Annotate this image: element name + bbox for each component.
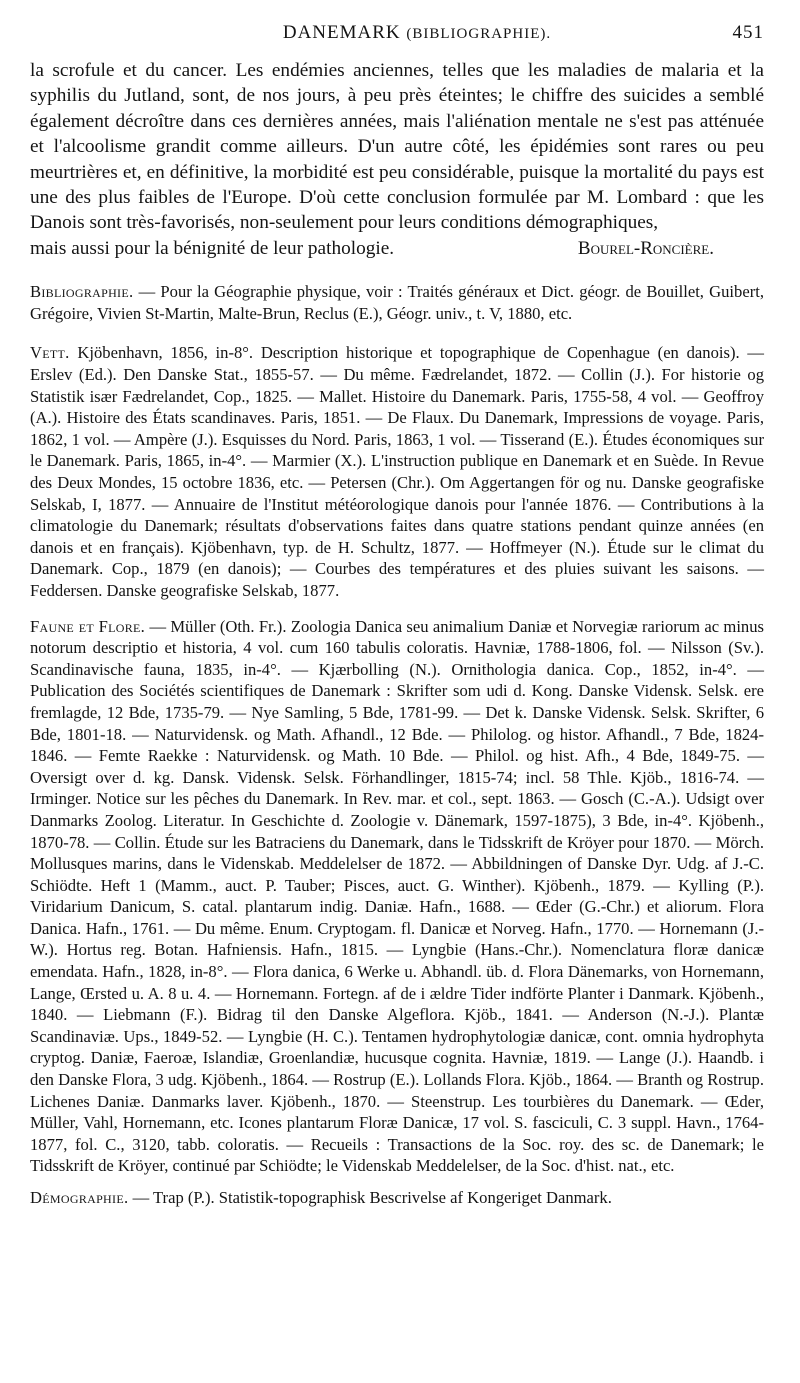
section-label: Démographie. <box>30 1188 129 1207</box>
section-label: Bibliographie. <box>30 282 134 302</box>
page-number: 451 <box>732 22 764 43</box>
running-header <box>30 22 764 52</box>
lead-paragraph <box>30 58 764 261</box>
section-faune-flore <box>30 616 764 1177</box>
lead-text: la scrofule et du cancer. Les endémies anciennes, telles que les maladies de malaria et la syphilis du Jutland, sont, de nos jours, à peu près éteintes; le chiffre des suicides a semblé également décroître dans ces dernières années, mais l'aliénation mentale ne s'est pas atténuée et l'alcoolisme grandit comme ailleurs. D'un autre côté, les épidémies sont rares ou peu meurtrières et, en définitive, la morbidité est peu considérable, puisque la mortalité du pays est une des plus faibles de l'Europe. D'où cette conclusion formulée par M. Lombard : que les Danois sont très-favorisés, non-seulement pour leurs conditions démographiques, <box>30 60 764 234</box>
header-title <box>283 22 551 44</box>
section-bibliographie <box>30 281 764 324</box>
section-text: — Müller (Oth. Fr.). Zoologia Danica seu animalium Daniæ et Norvegiæ rariorum ac minus notorum descriptio et historia, 4 vol. cum 160 tabulis coloratis. Havniæ, 1788-1806, fol. — Nilsson (Sv.). Scandinavische fauna, 1835, in-4°. — Kjærbolling (N.). Ornithologia danica. Cop., 1852, in-4°. — Publication des Sociétés scientifiques de Danemark : Skrifter som udi d. Kong. Danske Vidensk. Selsk. ere fremlagde, 12 Bde, 1735-79. — Nye Samling, 5 Bde, 1781-99. — Det k. Danske Vidensk. Selsk. Skrifter, 6 Bde, 1801-18. — Naturvidensk. og Math. Afhandl., 12 Bde. — Philolog. og histor. Afhandl., 7 Bde, 1824-1846. — Femte Raekke : Naturvidensk. og Math. 10 Bde. — Philol. og hist. Afh., 4 Bde, 1849-75. — Oversigt over d. kg. Dansk. Vidensk. Selsk. Förhandlinger, 1815-74; incl. 58 Thle. Kjöb., 1816-74. — Irminger. Notice sur les pêches du Danemark. In Rev. mar. et col., sept. 1863. — Gosch (C.-A.). Udsigt over Danmarks Zoolog. Literatur. In Geschichte d. Zoologie v. Dänemark, 1597-1875), 3 Bde, in-4°. Kjöbenh., 1870-78. — Collin. Étude sur les Batraciens du Danemark, dans le Tidsskrift de Kröyer pour 1870. — Mörch. Mollusques marins, dans le Videnskab. Meddelelser de 1872. — Abbildningen of Danske Dyr. Udg. af J.-C. Schiödte. Heft 1 (Mamm., auct. P. Tauber; Pisces, auct. G. Winther). Kjöbenh., 1879. — Kylling (P.). Viridarium Danicum, S. catal. plantarum indig. Daniæ. Hafn., 1688. — Œder (G.-Chr.) et aliorum. Flora Danica. Hafn., 1761. — Du même. Enum. Cryptogam. fl. Danicæ et Norveg. Hafn., 1770. — Hornemann (J.-W.). Hortus reg. Botan. Hafniensis. Hafn., 1815. — Lyngbie (Hans.-Chr.). Nomenclatura floræ danicæ emendata. Hafn., 1828, in-8°. — Flora danica, 6 Werke u. Abhandl. üb. d. Flora Dänemarks, von Hornemann, Lange, Œrsted u. A. 8 u. 4. — Hornemann. Fortegn. af de i ældre Tider indförte Planter i Danmark. Kjöbenh., 1840. — Liebmann (F.). Bidrag til den Danske Algeflora. Kjöb., 1841. — Anderson (N.-J.). Plantæ Scandinaviæ. Ups., 1849-52. — Lyngbie (H. C.). Tentamen hydrophytologiæ danicæ, cont. omnia hydrophyta cryptog. Daniæ, Faeroæ, Islandiæ, Groenlandiæ, hucusque cognita. Havniæ, 1819. — Lange (J.). Haandb. i den Danske Flora, 3 udg. Kjöbenh., 1864. — Rostrup (E.). Lollands Flora. Kjöb., 1864. — Branth og Rostrup. Lichenes Daniæ. Danmarks laver. Kjöbenh., 1870. — Steenstrup. Les tourbières du Danemark. — Œder, Müller, Vahl, Hornemann, etc. Icones plantarum Floræ Danicæ, 17 vol. S. fasciculi, C. 3 suppl. Havn., 1764-1877, fol. C., 3120, tabb. coloratis. — Recueils : Transactions de la Soc. roy. des sc. de Danemark; le Tidsskrift de Kröyer, continué par Schiödte; le Videnskab Meddelelser, de la Soc. d'hist. nat., etc. <box>30 616 764 1176</box>
section-vett <box>30 342 764 601</box>
section-text: Kjöbenhavn, 1856, in-8°. Description historique et topographique de Copenhague (en danois). — Erslev (Ed.). Den Danske Stat., 1855-57. — Du même. Fædrelandet, 1872. — Collin (J.). For historie og Statistik især Fædrelandet, Cop., 1825. — Mallet. Histoire du Danemark. Paris, 1755-58, 4 vol. — Geoffroy (A.). Histoire des États scandinaves. Paris, 1851. — De Flaux. Du Danemark, Impressions de voyage. Paris, 1862, 1 vol. — Ampère (J.). Esquisses du Nord. Paris, 1863, 1 vol. — Tisserand (E.). Études économiques sur le Danemark. Paris, 1865, in-4°. — Marmier (X.). L'instruction publique en Danemark et en Suède. In Revue des Deux Mondes, 15 octobre 1836, etc. — Petersen (Chr.). Om Aggertangen för og nu. Danske geografiske Selskab, I, 1877. — Annuaire de l'Institut météorologique danois pour l'année 1876. — Contributions à la climatologie du Danemark; résultats d'observations faites dans quatre stations pendant quinze années (en danois et en français). Kjöbenhavn, typ. de H. Schultz, 1877. — Hoffmeyer (N.). Étude sur le climat du Danemark. Cop., 1879 (en danois); — Courbes des températures et des pluies suivant les saisons. — Feddersen. Danske geografiske Selskab, 1877. <box>30 343 764 600</box>
author-signature: Bourel-Roncière. <box>577 237 714 259</box>
section-text: — Trap (P.). Statistik-topographisk Bescrivelse af Kongeriget Danmark. <box>132 1188 612 1207</box>
closing-line <box>30 236 764 261</box>
section-text: — Pour la Géographie physique, voir : Traités généraux et Dict. géogr. de Bouillet, Guibert, Grégoire, Vivien St-Martin, Malte-Brun, Reclus (E.), Géogr. univ., t. V, 1880, etc. <box>30 282 764 323</box>
lead-last-line: mais aussi pour la bénignité de leur pathologie. <box>30 237 395 259</box>
section-demographie <box>30 1187 764 1209</box>
header-country: DANEMARK <box>282 22 401 43</box>
section-label: Vett. <box>30 343 70 363</box>
section-label: Faune et Flore. <box>30 616 146 636</box>
header-subtitle: (BIBLIOGRAPHIE). <box>406 26 552 42</box>
